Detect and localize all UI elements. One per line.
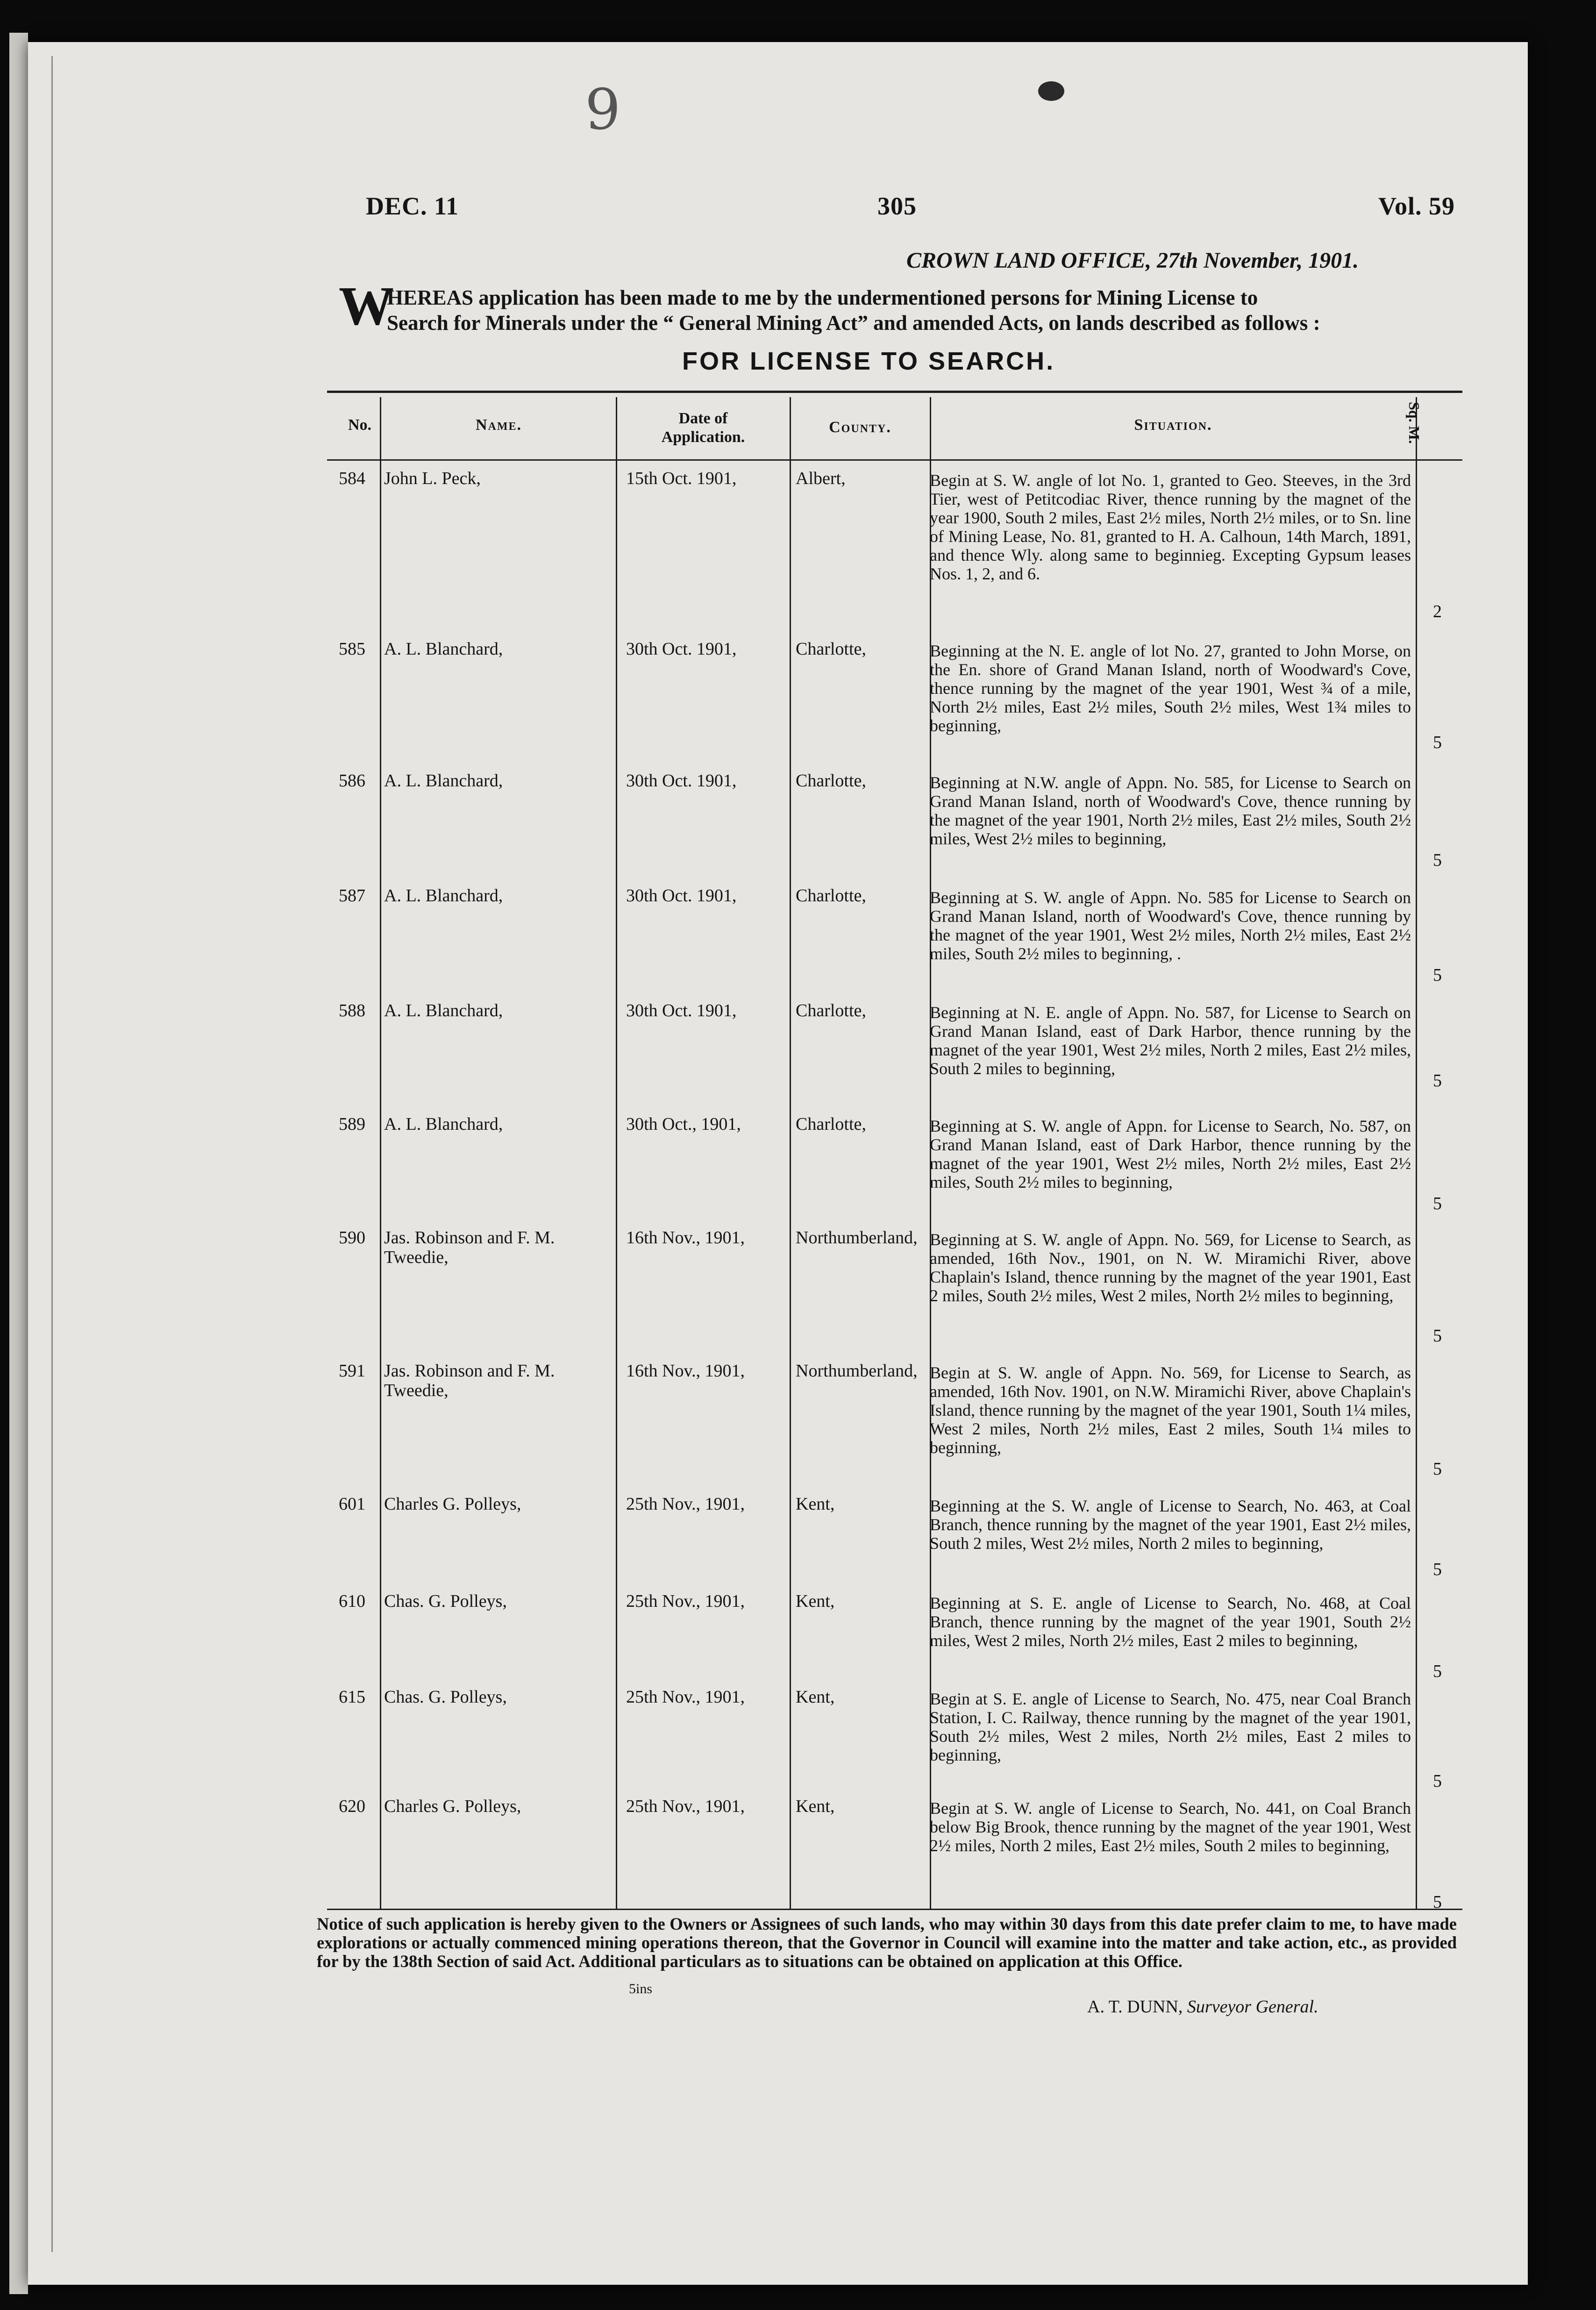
- column-header-situation: Situation.: [1134, 416, 1212, 434]
- applicant-name: Chas. G. Polleys,: [384, 1687, 507, 1707]
- applicant-name: A. L. Blanchard,: [384, 886, 503, 905]
- situation-description: Begin at S. W. angle of lot No. 1, granted to Geo. Steeves, in the 3rd Tier, west of Petitcodiac River, thence running by the magnet of the year 1900, South 2 miles, East 2½ miles, North 2½ miles, or to Sn. line of Mining Lease, No. 81, granted to H. A. Calhoun, 14th March, 1891, and thence Wly. along same to beginnieg. Excepting Gypsum leases Nos. 1, 2, and 6.: [930, 471, 1411, 583]
- page-number: 305: [877, 192, 917, 220]
- row-number: 588: [339, 1001, 365, 1020]
- issue-date: DEC. 11: [366, 192, 459, 220]
- signatory-name: A. T. DUNN,: [1087, 1997, 1183, 2017]
- column-header-date-line2: Application.: [661, 428, 745, 446]
- applicant-name: John L. Peck,: [384, 469, 481, 488]
- row-number: 586: [339, 771, 365, 791]
- pencil-annotation: 9: [585, 78, 621, 143]
- county: Charlotte,: [796, 639, 866, 659]
- square-miles: 5: [1433, 1194, 1442, 1213]
- applicant-name: A. L. Blanchard,: [384, 1001, 503, 1020]
- county: Charlotte,: [796, 1114, 866, 1134]
- square-miles: 2: [1433, 602, 1442, 621]
- table-header-rule: [327, 459, 1462, 461]
- applicant-name: Charles G. Polleys,: [384, 1494, 521, 1514]
- application-date: 30th Oct., 1901,: [626, 1114, 741, 1134]
- situation-description: Beginning at S. W. angle of Appn. No. 585 for License to Search on Grand Manan Island, north of Woodward's Cove, thence running by the magnet of the year 1901, West 2½ miles, North 2½ miles, East 2½ miles, South 2½ miles to beginning, .: [930, 888, 1411, 963]
- row-number: 620: [339, 1797, 365, 1816]
- situation-description: Beginning at the S. W. angle of License to Search, No. 463, at Coal Branch, thence running by the magnet of the year 1901, East 2½ miles, South 2 miles, West 2½ miles, North 2 miles to beginning,: [930, 1497, 1411, 1553]
- applicant-name: Chas. G. Polleys,: [384, 1591, 507, 1611]
- square-miles: 5: [1433, 1560, 1442, 1579]
- applicant-name: Charles G. Polleys,: [384, 1797, 521, 1816]
- applicant-name: Jas. Robinson and F. M. Tweedie,: [384, 1361, 555, 1400]
- preamble: [387, 285, 1320, 335]
- county: Northumberland,: [796, 1361, 918, 1381]
- row-number: 587: [339, 886, 365, 905]
- square-miles: 5: [1433, 1661, 1442, 1681]
- application-date: 30th Oct. 1901,: [626, 771, 737, 791]
- row-number: 590: [339, 1228, 365, 1248]
- column-divider: [1416, 397, 1417, 1909]
- preamble-line-2: Search for Minerals under the “ General Mining Act” and amended Acts, on lands described as follows :: [387, 311, 1320, 335]
- column-divider: [380, 397, 381, 1909]
- table-top-rule: [327, 391, 1462, 393]
- row-number: 610: [339, 1591, 365, 1611]
- situation-description: Beginning at S. W. angle of Appn. for License to Search, No. 587, on Grand Manan Island, east of Dark Harbor, thence running by the magnet of the year 1901, West 2½ miles, North 2½ miles, East 2½ miles, South 2½ miles to beginning,: [930, 1117, 1411, 1191]
- situation-description: Begin at S. W. angle of Appn. No. 569, for License to Search, as amended, 16th Nov. 1901, on N.W. Miramichi River, above Chaplain's Island, thence running by the magnet of the year 1901, South 1¼ miles, West 2 miles, North 2½ miles, East 2 miles, South 1¼ miles to beginning,: [930, 1363, 1411, 1457]
- notice-text: Notice of such application is hereby given to the Owners or Assignees of such lands, who may within 30 days from this date prefer claim to me, to have made explorations or actually commenced mining operations thereon, that the Governor in Council will examine into the matter and take action, etc., as provided for by the 138th Section of said Act. Additional particulars as to situations can be obtained on application at this Office.: [317, 1914, 1457, 1971]
- situation-description: Beginning at S. W. angle of Appn. No. 569, for License to Search, as amended, 16th Nov., 1901, on N. W. Miramichi River, above Chaplain's Island, thence running by the magnet of the year 1901, East 2 miles, South 2½ miles, West 2 miles, North 2½ miles to beginning,: [930, 1230, 1411, 1305]
- column-header-no: No.: [348, 416, 372, 434]
- situation-description: Beginning at N.W. angle of Appn. No. 585, for License to Search on Grand Manan Island, north of Woodward's Cove, thence running by the magnet of the year 1901, North 2½ miles, East 2½ miles, South 2½ miles, West 2½ miles to beginning,: [930, 773, 1411, 848]
- row-number: 601: [339, 1494, 365, 1514]
- application-date: 25th Nov., 1901,: [626, 1687, 745, 1707]
- application-date: 30th Oct. 1901,: [626, 886, 737, 905]
- application-date: 25th Nov., 1901,: [626, 1591, 745, 1611]
- applicant-name: A. L. Blanchard,: [384, 639, 503, 659]
- square-miles: 5: [1433, 1892, 1442, 1912]
- application-date: 30th Oct. 1901,: [626, 1001, 737, 1020]
- page-fold-line: [51, 56, 53, 2252]
- square-miles: 5: [1433, 850, 1442, 870]
- column-header-county: County.: [829, 419, 891, 436]
- situation-description: Beginning at N. E. angle of Appn. No. 587, for License to Search on Grand Manan Island, east of Dark Harbor, thence running by the magnet of the year 1901, West 2½ miles, North 2 miles, East 2½ miles, South 2 miles to beginning,: [930, 1003, 1411, 1078]
- punch-hole: [1038, 81, 1064, 101]
- county: Albert,: [796, 469, 846, 488]
- signatory-title: Surveyor General.: [1187, 1997, 1318, 2017]
- county: Charlotte,: [796, 886, 866, 905]
- notice-paragraph: [317, 1915, 1457, 1971]
- section-title: FOR LICENSE TO SEARCH.: [682, 347, 1055, 375]
- row-number: 585: [339, 639, 365, 659]
- county: Kent,: [796, 1687, 835, 1707]
- insertion-code: 5ins: [629, 1981, 653, 1996]
- row-number: 615: [339, 1687, 365, 1707]
- volume-number: Vol. 59: [1378, 192, 1455, 220]
- column-divider: [790, 397, 791, 1909]
- column-header-date-line1: Date of: [678, 410, 728, 427]
- drop-cap: W: [339, 275, 394, 336]
- square-miles: 5: [1433, 1071, 1442, 1091]
- application-date: 16th Nov., 1901,: [626, 1228, 745, 1248]
- column-header-date: [618, 409, 789, 447]
- table-bottom-rule: [327, 1909, 1462, 1910]
- office-dateline: CROWN LAND OFFICE, 27th November, 1901.: [906, 248, 1359, 273]
- county: Northumberland,: [796, 1228, 918, 1248]
- square-miles: 5: [1433, 1326, 1442, 1346]
- application-date: 25th Nov., 1901,: [626, 1797, 745, 1816]
- signature-block: [1087, 1996, 1318, 2017]
- situation-description: Begin at S. W. angle of License to Search, No. 441, on Coal Branch below Big Brook, thence running by the magnet of the year 1901, West 2½ miles, North 2 miles, East 2½ miles, South 2 miles to beginning,: [930, 1799, 1411, 1855]
- application-date: 25th Nov., 1901,: [626, 1494, 745, 1514]
- situation-description: Begin at S. E. angle of License to Search, No. 475, near Coal Branch Station, I. C. Railway, thence running by the magnet of the year 1901, South 2½ miles, West 2 miles, North 2½ miles, East 2 miles to beginning,: [930, 1690, 1411, 1764]
- square-miles: 5: [1433, 1771, 1442, 1791]
- situation-description: Beginning at the N. E. angle of lot No. 27, granted to John Morse, on the En. shore of Grand Manan Island, north of Woodward's Cove, thence running by the magnet of the year 1901, West ¾ of a mile, North 2½ miles, East 2½ miles, South 2½ miles, West 1¾ miles to beginning,: [930, 642, 1411, 735]
- county: Charlotte,: [796, 771, 866, 791]
- row-number: 589: [339, 1114, 365, 1134]
- column-divider: [616, 397, 617, 1909]
- applicant-name: A. L. Blanchard,: [384, 771, 503, 791]
- square-miles: 5: [1433, 965, 1442, 985]
- underlying-sheet-edge: [9, 33, 28, 2294]
- preamble-line-1: HEREAS application has been made to me by the undermentioned persons for Mining License to: [387, 286, 1258, 309]
- application-date: 15th Oct. 1901,: [626, 469, 737, 488]
- county: Charlotte,: [796, 1001, 866, 1020]
- row-number: 584: [339, 469, 365, 488]
- column-header-name: Name.: [475, 416, 522, 434]
- application-date: 30th Oct. 1901,: [626, 639, 737, 659]
- county: Kent,: [796, 1591, 835, 1611]
- situation-description: Beginning at S. E. angle of License to Search, No. 468, at Coal Branch, thence running by the magnet of the year 1901, South 2½ miles, West 2 miles, North 2½ miles, East 2 miles to beginning,: [930, 1594, 1411, 1650]
- square-miles: 5: [1433, 1459, 1442, 1479]
- applicant-name: Jas. Robinson and F. M. Tweedie,: [384, 1228, 555, 1267]
- application-date: 16th Nov., 1901,: [626, 1361, 745, 1381]
- row-number: 591: [339, 1361, 365, 1381]
- county: Kent,: [796, 1494, 835, 1514]
- column-header-sq-m: Sq. M.: [1406, 402, 1423, 444]
- applicant-name: A. L. Blanchard,: [384, 1114, 503, 1134]
- square-miles: 5: [1433, 733, 1442, 752]
- county: Kent,: [796, 1797, 835, 1816]
